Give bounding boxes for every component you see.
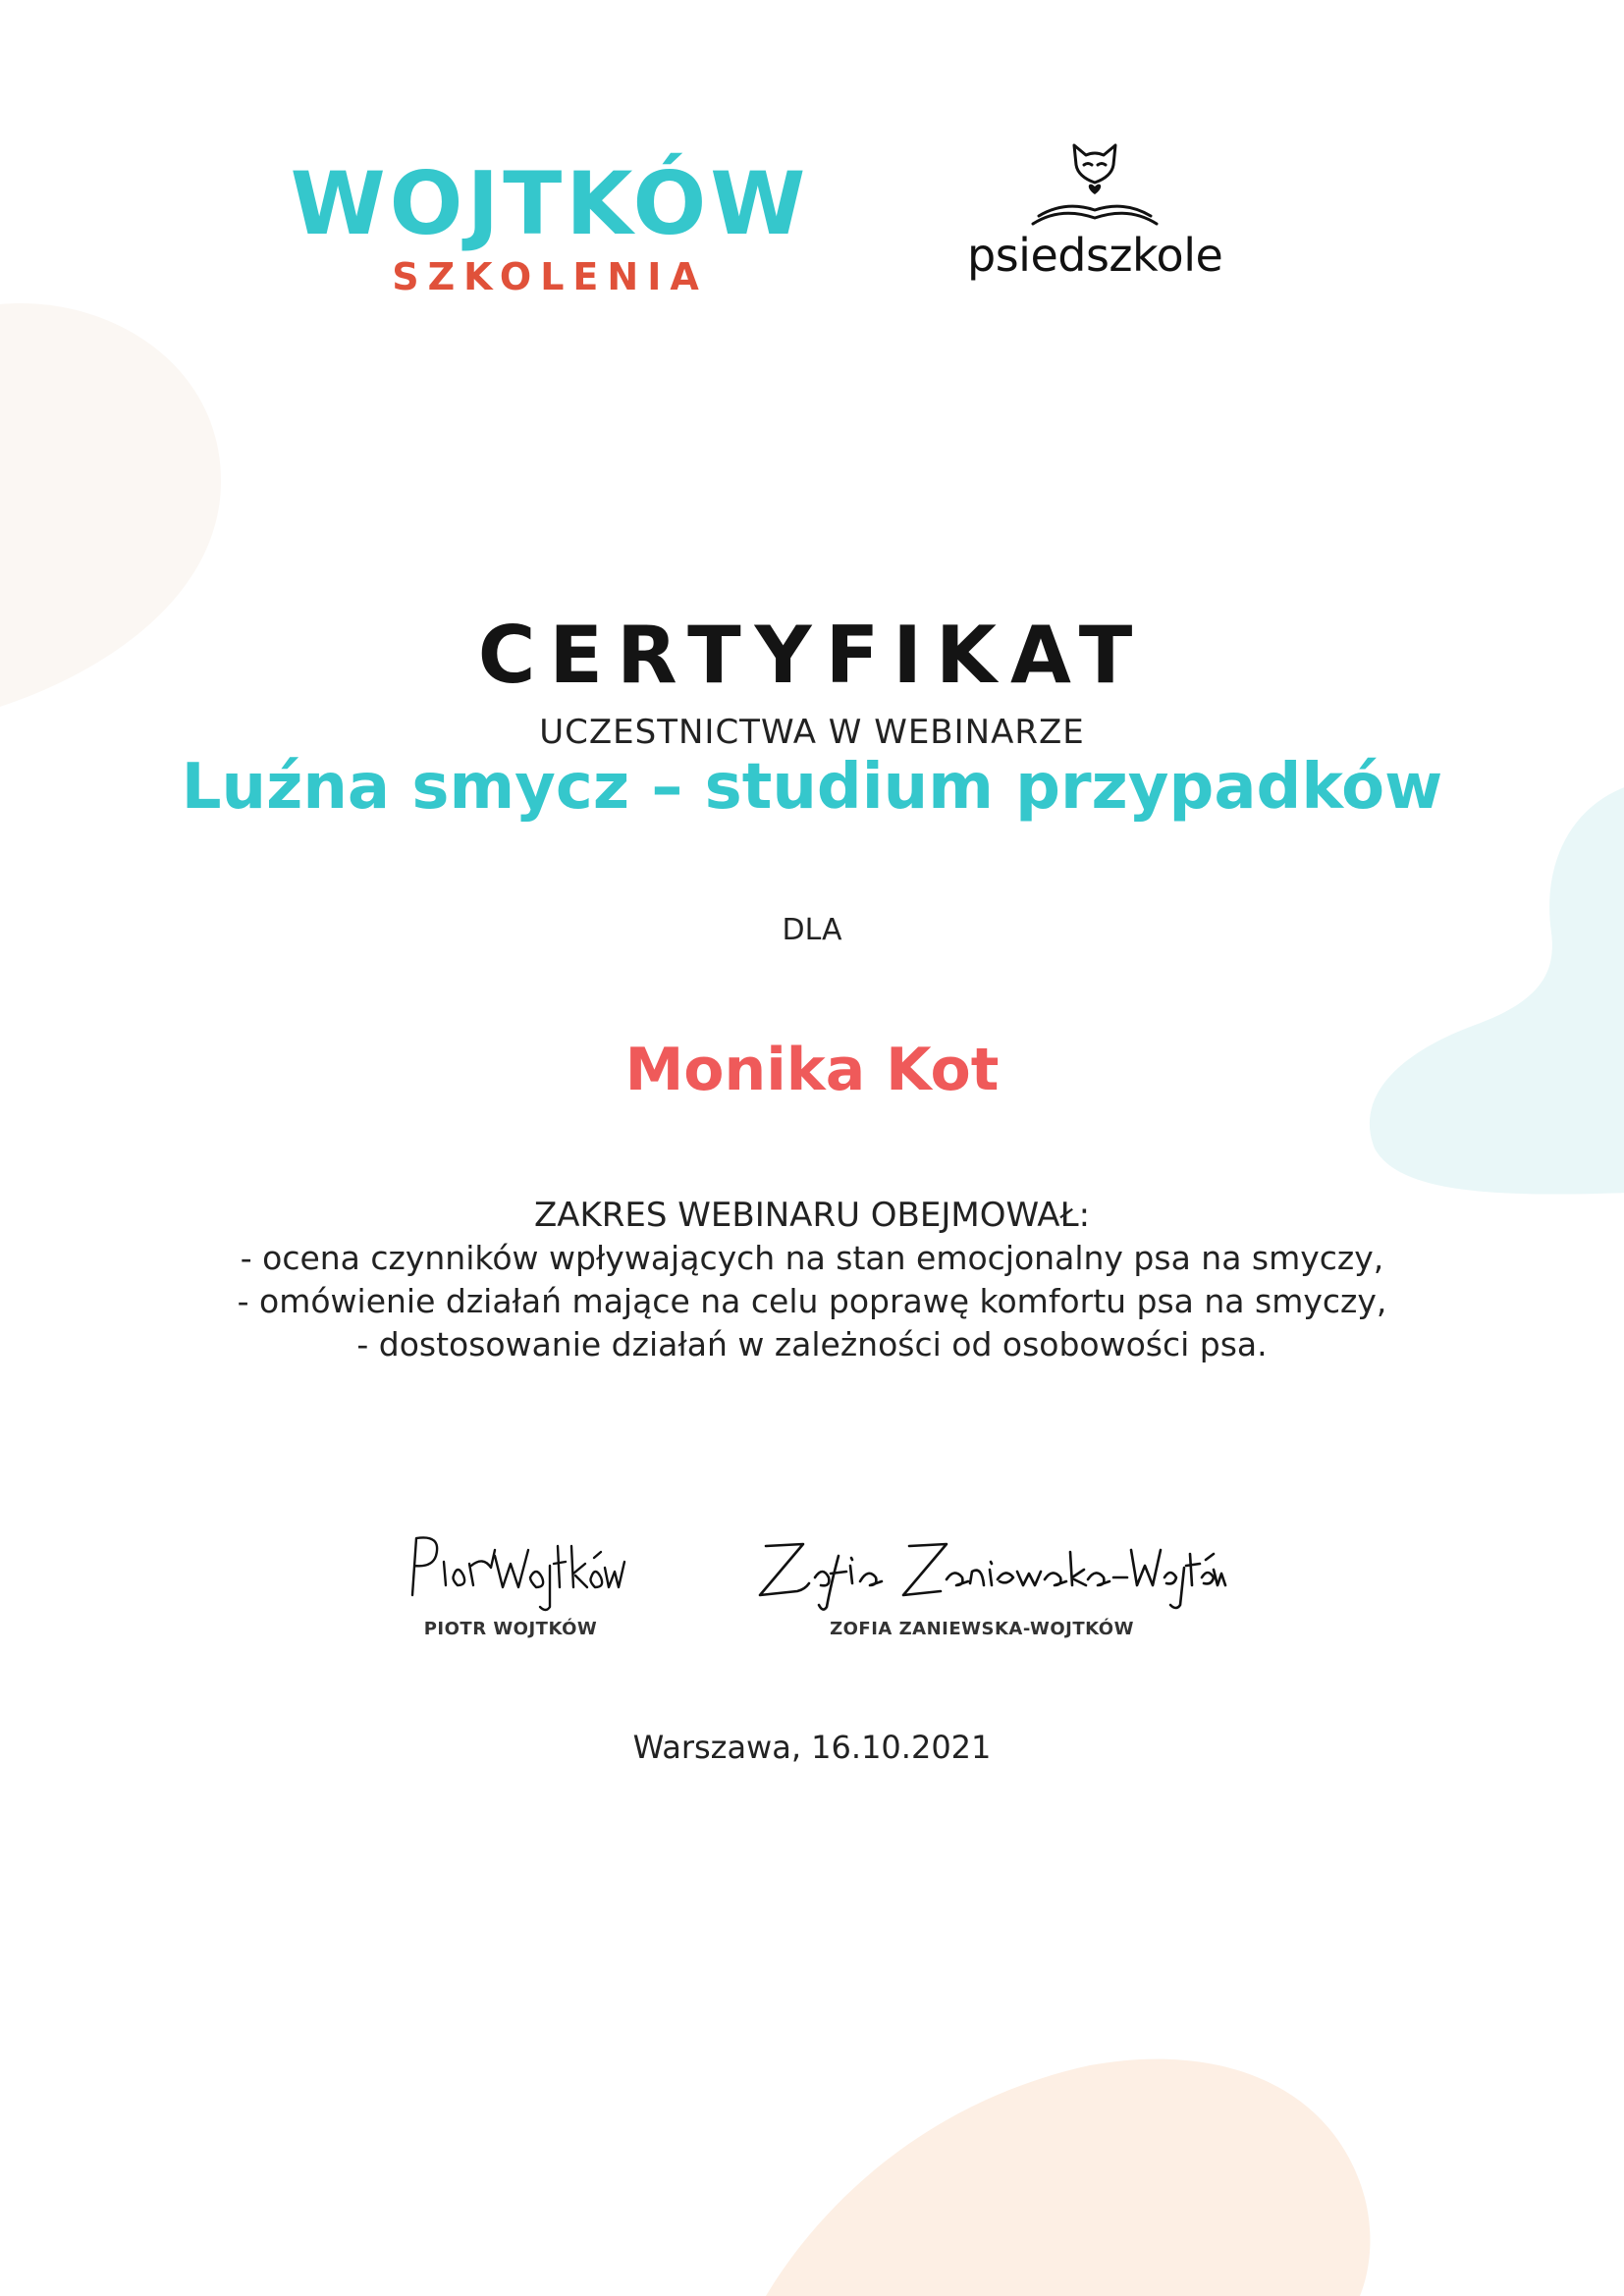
signer-name-piotr: PIOTR WOJTKÓW — [423, 1619, 598, 1639]
handwritten-signature-piotr — [393, 1517, 628, 1615]
certificate-title: CERTYFIKAT — [477, 610, 1147, 701]
scope-list — [0, 1237, 1624, 1366]
signature-block-zofia — [736, 1517, 1227, 1639]
signer-name-zofia: ZOFIA ZANIEWSKA-WOJTKÓW — [830, 1619, 1134, 1639]
scope-item: - dostosowanie działań w zależności od osobowości psa. — [356, 1325, 1268, 1363]
scope-heading: ZAKRES WEBINARU OBEJMOWAŁ: — [533, 1196, 1091, 1235]
place-and-date: Warszawa, 16.10.2021 — [632, 1729, 992, 1766]
webinar-title: Luźna smycz – studium przypadków — [181, 751, 1443, 824]
dog-reading-book-icon — [1021, 137, 1168, 234]
recipient-name: Monika Kot — [624, 1036, 1000, 1104]
for-label: DLA — [782, 913, 842, 947]
psiedszkole-logo — [967, 137, 1222, 304]
scope-item: - omówienie działań mające na celu poprawę komfortu psa na smyczy, — [237, 1282, 1387, 1320]
handwritten-signature-zofia — [736, 1517, 1227, 1615]
psiedszkole-logo-text: psiedszkole — [967, 229, 1223, 282]
signature-block-piotr — [393, 1517, 628, 1639]
logo-sub-text: SZKOLENIA — [392, 255, 708, 298]
wojtkow-szkolenia-logo — [285, 153, 815, 300]
scope-item: - ocena czynników wpływających na stan emocjonalny psa na smyczy, — [240, 1239, 1384, 1277]
logo-brand-text: WOJTKÓW — [290, 153, 810, 254]
certificate-subtitle: UCZESTNICTWA W WEBINARZE — [539, 713, 1085, 752]
